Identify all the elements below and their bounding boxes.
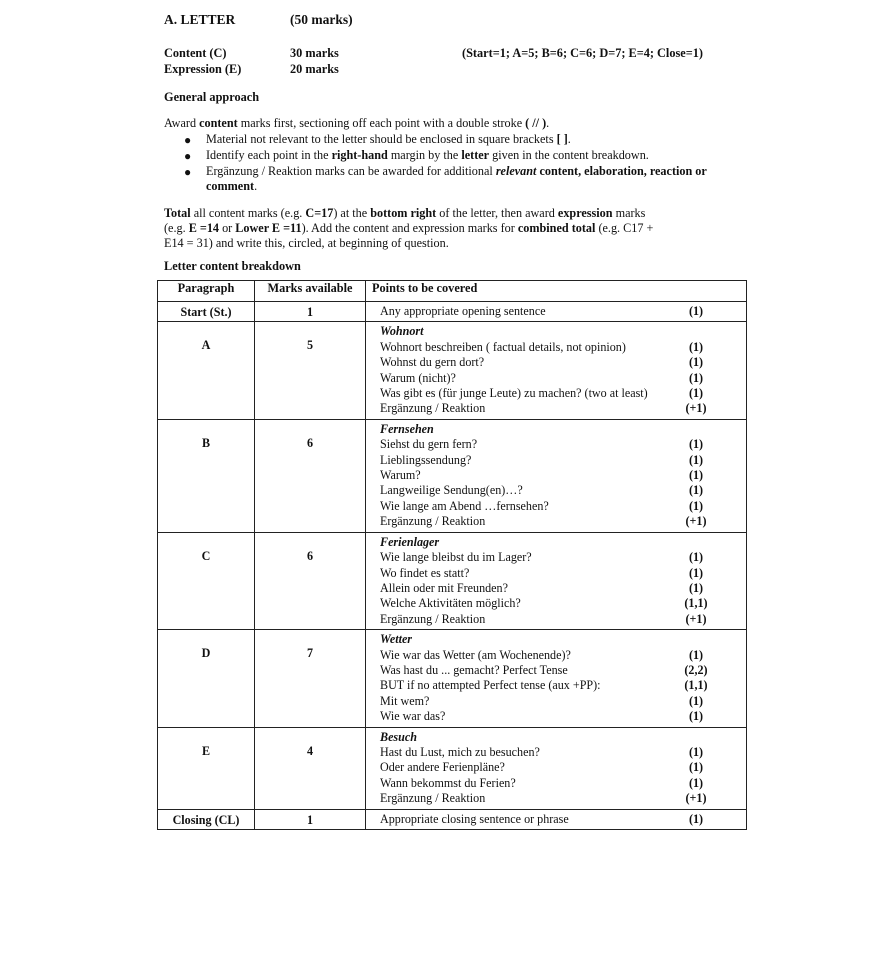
marks-cell bbox=[255, 532, 366, 629]
point-text: Wie lange am Abend …fernsehen? bbox=[380, 498, 549, 513]
marks-available: 6 bbox=[306, 548, 314, 563]
table-row bbox=[158, 322, 747, 419]
points-cell bbox=[366, 302, 747, 322]
point-item bbox=[366, 371, 746, 386]
point-text: Wann bekommst du Ferien? bbox=[380, 775, 516, 790]
paragraph-label: Closing (CL) bbox=[172, 812, 240, 827]
marks-available: 1 bbox=[306, 812, 314, 827]
table-header-row bbox=[158, 281, 747, 302]
header-paragraph: Paragraph bbox=[158, 281, 255, 302]
point-mark: (+1) bbox=[685, 401, 707, 416]
point-text: Allein oder mit Freunden? bbox=[380, 580, 508, 595]
paragraph-cell bbox=[158, 532, 255, 629]
content-marks: 30 marks bbox=[290, 46, 339, 60]
point-mark: (1) bbox=[688, 370, 704, 385]
point-mark: (1) bbox=[688, 386, 704, 401]
paragraph-cell bbox=[158, 419, 255, 532]
point-item bbox=[366, 468, 746, 483]
point-item bbox=[366, 709, 746, 724]
section-marks: (50 marks) bbox=[290, 12, 353, 27]
point-text: Wo findet es statt? bbox=[380, 565, 470, 580]
point-text: Was hast du ... gemacht? Perfect Tense bbox=[380, 662, 568, 677]
point-text: Wohnort beschreiben ( factual details, not opinion) bbox=[380, 339, 626, 354]
point-mark: (1) bbox=[688, 744, 704, 759]
table-row bbox=[158, 532, 747, 629]
topic-title: Wohnort bbox=[380, 324, 424, 339]
point-mark: (1) bbox=[688, 550, 704, 565]
point-item bbox=[366, 678, 746, 693]
point-text: Wie war das Wetter (am Wochenende)? bbox=[380, 647, 571, 662]
point-item bbox=[366, 386, 746, 401]
expression-marks: 20 marks bbox=[290, 62, 339, 76]
marks-available: 5 bbox=[306, 338, 314, 353]
point-text: Warum? bbox=[380, 468, 421, 483]
point-text: Appropriate closing sentence or phrase bbox=[380, 811, 569, 826]
point-item bbox=[366, 304, 746, 319]
marks-available: 6 bbox=[306, 435, 314, 450]
total-line-2: (e.g. E =14 or Lower E =11). Add the content and expression marks for combined total (e.g. C17 + bbox=[164, 221, 654, 235]
bullet-icon: ● bbox=[184, 165, 192, 179]
point-text: Mit wem? bbox=[380, 693, 430, 708]
total-line-1: Total all content marks (e.g. C=17) at the bottom right of the letter, then award expression marks bbox=[164, 206, 646, 220]
paragraph-cell bbox=[158, 322, 255, 419]
point-item bbox=[366, 648, 746, 663]
point-item bbox=[366, 453, 746, 468]
paragraph-label: E bbox=[201, 743, 211, 758]
point-text: Warum (nicht)? bbox=[380, 370, 456, 385]
point-mark: (1,1) bbox=[684, 678, 708, 693]
paragraph-label: B bbox=[201, 435, 211, 450]
point-item bbox=[366, 745, 746, 760]
point-mark: (1) bbox=[688, 709, 704, 724]
point-item bbox=[366, 596, 746, 611]
general-approach-heading: General approach bbox=[164, 90, 260, 104]
bullet-2: Identify each point in the right-hand margin by the letter given in the content breakdown. bbox=[206, 148, 649, 162]
marks-cell bbox=[255, 809, 366, 829]
table-row bbox=[158, 630, 747, 727]
points-cell bbox=[366, 809, 747, 829]
header-marks: Marks available bbox=[255, 281, 366, 302]
point-item bbox=[366, 499, 746, 514]
point-mark: (1) bbox=[688, 760, 704, 775]
topic-title: Besuch bbox=[380, 729, 417, 744]
points-cell bbox=[366, 630, 747, 727]
paragraph-label: A bbox=[201, 338, 211, 353]
topic-title: Ferienlager bbox=[380, 534, 440, 549]
point-text: Wie lange bleibst du im Lager? bbox=[380, 550, 532, 565]
point-mark: (1) bbox=[688, 565, 704, 580]
marks-available: 7 bbox=[306, 646, 314, 661]
point-item bbox=[366, 483, 746, 498]
point-mark: (1) bbox=[688, 498, 704, 513]
point-mark: (+1) bbox=[685, 791, 707, 806]
point-item bbox=[366, 566, 746, 581]
point-mark: (+1) bbox=[685, 514, 707, 529]
paragraph-label: C bbox=[201, 548, 211, 563]
point-item bbox=[366, 514, 746, 529]
point-text: Any appropriate opening sentence bbox=[380, 304, 546, 318]
point-item bbox=[366, 760, 746, 775]
point-mark: (1) bbox=[688, 647, 704, 662]
point-item bbox=[366, 550, 746, 565]
table-row bbox=[158, 419, 747, 532]
point-item bbox=[366, 612, 746, 627]
point-item bbox=[366, 791, 746, 806]
point-mark: (1) bbox=[688, 811, 704, 826]
point-item bbox=[366, 437, 746, 452]
point-mark: (1) bbox=[688, 580, 704, 595]
points-cell bbox=[366, 532, 747, 629]
point-mark: (1) bbox=[688, 452, 704, 467]
paragraph-label: D bbox=[201, 646, 211, 661]
point-text: Hast du Lust, mich zu besuchen? bbox=[380, 744, 540, 759]
point-text: Ergänzung / Reaktion bbox=[380, 514, 486, 529]
paragraph-label: Start (St.) bbox=[180, 305, 232, 319]
points-cell bbox=[366, 322, 747, 419]
topic-title: Fernsehen bbox=[380, 421, 434, 436]
expression-label: Expression (E) bbox=[164, 62, 242, 76]
bullet-icon: ● bbox=[184, 149, 192, 163]
point-text: Ergänzung / Reaktion bbox=[380, 611, 486, 626]
point-text: Wohnst du gern dort? bbox=[380, 355, 485, 370]
marks-cell bbox=[255, 302, 366, 322]
paragraph-cell bbox=[158, 727, 255, 809]
point-item bbox=[366, 355, 746, 370]
point-text: Was gibt es (für junge Leute) zu machen? (two at least) bbox=[380, 386, 648, 401]
point-text: Lieblingssendung? bbox=[380, 452, 472, 467]
point-text: BUT if no attempted Perfect tense (aux +PP): bbox=[380, 678, 601, 693]
point-text: Ergänzung / Reaktion bbox=[380, 401, 486, 416]
marks-cell bbox=[255, 322, 366, 419]
point-text: Wie war das? bbox=[380, 709, 446, 724]
table-row bbox=[158, 302, 747, 322]
table-row bbox=[158, 727, 747, 809]
point-mark: (1) bbox=[688, 355, 704, 370]
point-mark: (1,1) bbox=[684, 596, 708, 611]
bullet-1: Material not relevant to the letter should be enclosed in square brackets [ ]. bbox=[206, 132, 571, 146]
point-mark: (1) bbox=[688, 483, 704, 498]
award-line: Award content marks first, sectioning off each point with a double stroke ( // ). bbox=[164, 116, 550, 130]
total-line-3: E14 = 31) and write this, circled, at beginning of question. bbox=[164, 236, 449, 250]
paragraph-cell bbox=[158, 809, 255, 829]
bullet-3: Ergänzung / Reaktion marks can be awarded for additional relevant content, elaboration, reaction or comment. bbox=[206, 164, 707, 193]
bullet-icon: ● bbox=[184, 133, 192, 147]
point-text: Siehst du gern fern? bbox=[380, 437, 478, 452]
points-cell bbox=[366, 419, 747, 532]
breakdown-title: Letter content breakdown bbox=[164, 259, 301, 273]
marks-cell bbox=[255, 727, 366, 809]
point-mark: (1) bbox=[688, 339, 704, 354]
point-mark: (+1) bbox=[685, 611, 707, 626]
point-mark: (1) bbox=[688, 468, 704, 483]
point-text: Welche Aktivitäten möglich? bbox=[380, 596, 521, 611]
topic-title: Wetter bbox=[380, 632, 413, 647]
point-item bbox=[366, 812, 746, 827]
marks-cell bbox=[255, 630, 366, 727]
table-row bbox=[158, 809, 747, 829]
point-item bbox=[366, 776, 746, 791]
point-text: Ergänzung / Reaktion bbox=[380, 791, 486, 806]
paragraph-cell bbox=[158, 630, 255, 727]
point-text: Langweilige Sendung(en)…? bbox=[380, 483, 523, 498]
point-item bbox=[366, 581, 746, 596]
marks-available: 1 bbox=[306, 305, 314, 319]
point-mark: (1) bbox=[688, 693, 704, 708]
point-mark: (1) bbox=[688, 775, 704, 790]
point-mark: (2,2) bbox=[684, 662, 708, 677]
content-breakdown-table bbox=[157, 280, 747, 830]
point-item bbox=[366, 694, 746, 709]
point-item bbox=[366, 663, 746, 678]
point-mark: (1) bbox=[688, 304, 704, 318]
marks-cell bbox=[255, 419, 366, 532]
point-text: Oder andere Ferienpläne? bbox=[380, 760, 505, 775]
header-points: Points to be covered bbox=[366, 281, 747, 302]
marks-available: 4 bbox=[306, 743, 314, 758]
content-label: Content (C) bbox=[164, 46, 227, 60]
marks-breakdown: (Start=1; A=5; B=6; C=6; D=7; E=4; Close=1) bbox=[462, 46, 703, 60]
section-heading: A. LETTER bbox=[164, 12, 236, 27]
point-item bbox=[366, 401, 746, 416]
points-cell bbox=[366, 727, 747, 809]
point-mark: (1) bbox=[688, 437, 704, 452]
paragraph-cell bbox=[158, 302, 255, 322]
point-item bbox=[366, 340, 746, 355]
